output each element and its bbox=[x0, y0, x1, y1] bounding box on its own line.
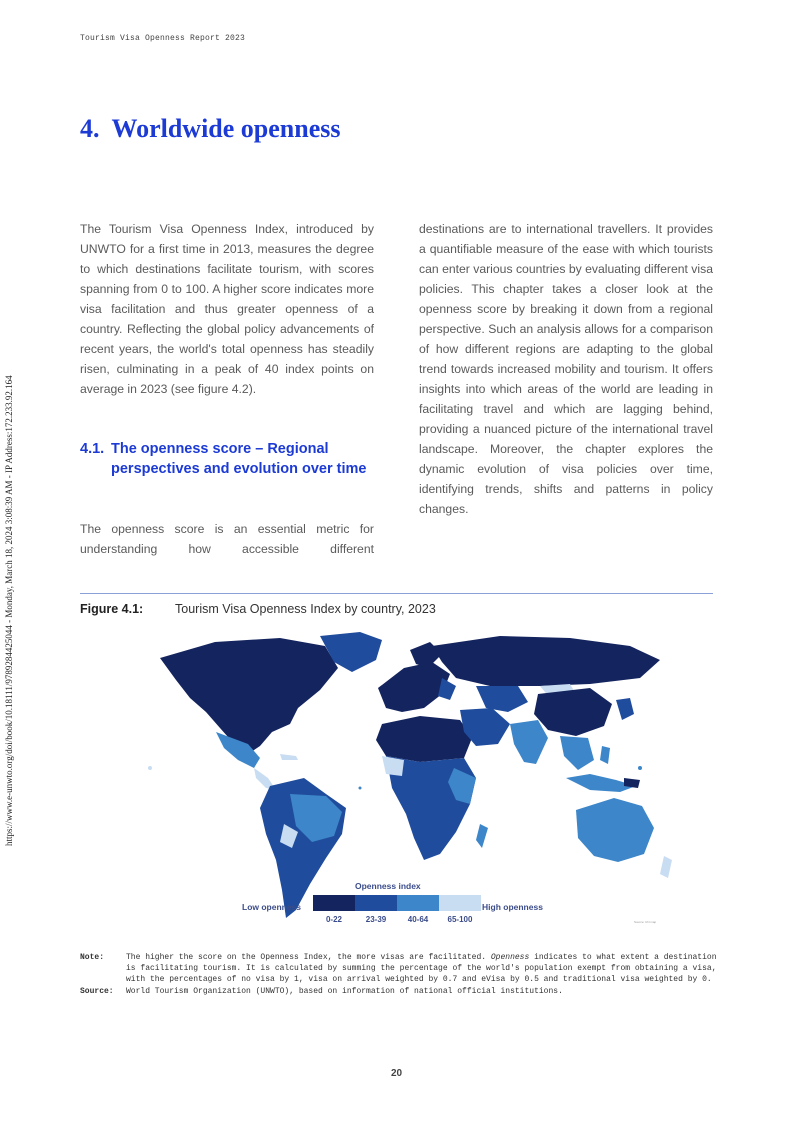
legend-bin-labels bbox=[313, 915, 481, 924]
chapter-title-text: Worldwide openness bbox=[111, 114, 341, 143]
legend-high-label: High openness bbox=[482, 902, 543, 912]
legend-bin-label: 23-39 bbox=[365, 915, 387, 924]
intro-paragraph: The Tourism Visa Openness Index, introduced by UNWTO for a first time in 2013, measures the degree to which destinations facilitate tourism, with scores spanning from 0 to 100. A higher score indicates more visa facilitation and thus greater openness of a country. Reflecting the global policy advancements of recent years, the world's total openness has steadily risen, culminating in a peak of 40 index points on average in 2023 (see figure 4.2). bbox=[80, 222, 374, 396]
map-region-north-africa bbox=[376, 716, 472, 762]
figure-title: Tourism Visa Openness Index by country, 2023 bbox=[175, 602, 436, 616]
figure-label: Figure 4.1: bbox=[80, 602, 144, 616]
note-italic-term: Openness bbox=[490, 953, 530, 962]
map-island bbox=[638, 766, 642, 770]
section-number: 4.1. bbox=[80, 441, 105, 457]
page-number: 20 bbox=[390, 1068, 403, 1079]
map-footnote: Source: UN map bbox=[634, 920, 657, 924]
note-text bbox=[126, 952, 720, 986]
legend-swatch-40-64 bbox=[397, 895, 439, 911]
section-column-start bbox=[80, 519, 374, 559]
map-island bbox=[148, 766, 152, 770]
note-row bbox=[80, 952, 720, 986]
legend-swatch-0-22 bbox=[313, 895, 355, 911]
map-region-north-america bbox=[160, 638, 338, 754]
right-column bbox=[419, 219, 713, 519]
map-region-new-zealand bbox=[660, 856, 672, 878]
source-text: World Tourism Organization (UNWTO), based on information of national official institutions. bbox=[126, 986, 563, 996]
legend-swatch-65-100 bbox=[439, 895, 481, 911]
section-paragraph-start: The openness score is an essential metric for understanding how accessible different bbox=[80, 522, 374, 556]
section-paragraph-continued: destinations are to international travellers. It provides a quantifiable measure of the ease with which tourists can enter various countries by evaluating different visa policies. This chapter takes a closer look at the openness score by breaking it down from a regional perspective. Such an analysis allows for a comparison of how different regions are adapting to the global trend towards increased mobility and tourism. It offers insights into which areas of the world are leading in facilitating travel and which are lagging behind, providing a nuanced picture of the international travel landscape. Moreover, the chapter explores the dynamic evolution of visa policies over time, identifying trends, shifts and patterns in policy changes. bbox=[419, 222, 713, 516]
map-region-caribbean bbox=[280, 754, 298, 760]
note-text-part: indicates to what extent a destination is facilitating tourism. It is calculated by summing the percentage of the world's population exempt from obtaining a visa, with the percentages of no visa by 1, visa on arrival weighted by 0.7 and eVisa by 0.5 and traditional visa weighted by 0. bbox=[126, 953, 717, 985]
legend-low-label: Low openness bbox=[242, 902, 302, 912]
section-heading bbox=[80, 439, 374, 479]
map-region-china bbox=[534, 688, 612, 736]
side-access-url: https://www.e-unwto.org/doi/book/10.18111/9789284425044 - Monday, March 18, 2024 3:08:39 AM - IP Address:172.233.92.164 bbox=[4, 375, 14, 846]
map-region-australia bbox=[576, 798, 654, 862]
map-island bbox=[359, 787, 362, 790]
legend-swatch-23-39 bbox=[355, 895, 397, 911]
legend-title: Openness index bbox=[355, 881, 421, 891]
note-text-part: The higher the score on the Openness Index, the more visas are facilitated. bbox=[126, 953, 491, 962]
chapter-title bbox=[80, 114, 341, 144]
source-key: Source: bbox=[80, 986, 114, 996]
section-title: The openness score – Regional perspectives and evolution over time bbox=[111, 441, 367, 477]
map-region-south-asia bbox=[510, 720, 548, 764]
legend-bin-label: 0-22 bbox=[325, 915, 342, 924]
map-region-europe bbox=[378, 662, 450, 712]
intro-column bbox=[80, 219, 374, 399]
map-region-central-asia bbox=[476, 686, 528, 712]
chapter-number: 4. bbox=[80, 114, 100, 143]
map-region-madagascar bbox=[476, 824, 488, 848]
running-header: Tourism Visa Openness Report 2023 bbox=[80, 34, 246, 43]
legend-bin-label: 65-100 bbox=[447, 915, 473, 924]
source-row bbox=[80, 986, 720, 997]
figure-divider bbox=[80, 593, 713, 594]
map-region-russia bbox=[432, 636, 660, 686]
map-region-southeast-asia bbox=[560, 736, 594, 770]
note-key: Note: bbox=[80, 953, 105, 962]
map-region-philippines bbox=[600, 746, 610, 764]
map-region-japan-korea bbox=[616, 698, 634, 720]
figure-notes bbox=[80, 952, 720, 997]
legend-bin-label: 40-64 bbox=[407, 915, 429, 924]
legend-color-bar bbox=[313, 895, 481, 911]
